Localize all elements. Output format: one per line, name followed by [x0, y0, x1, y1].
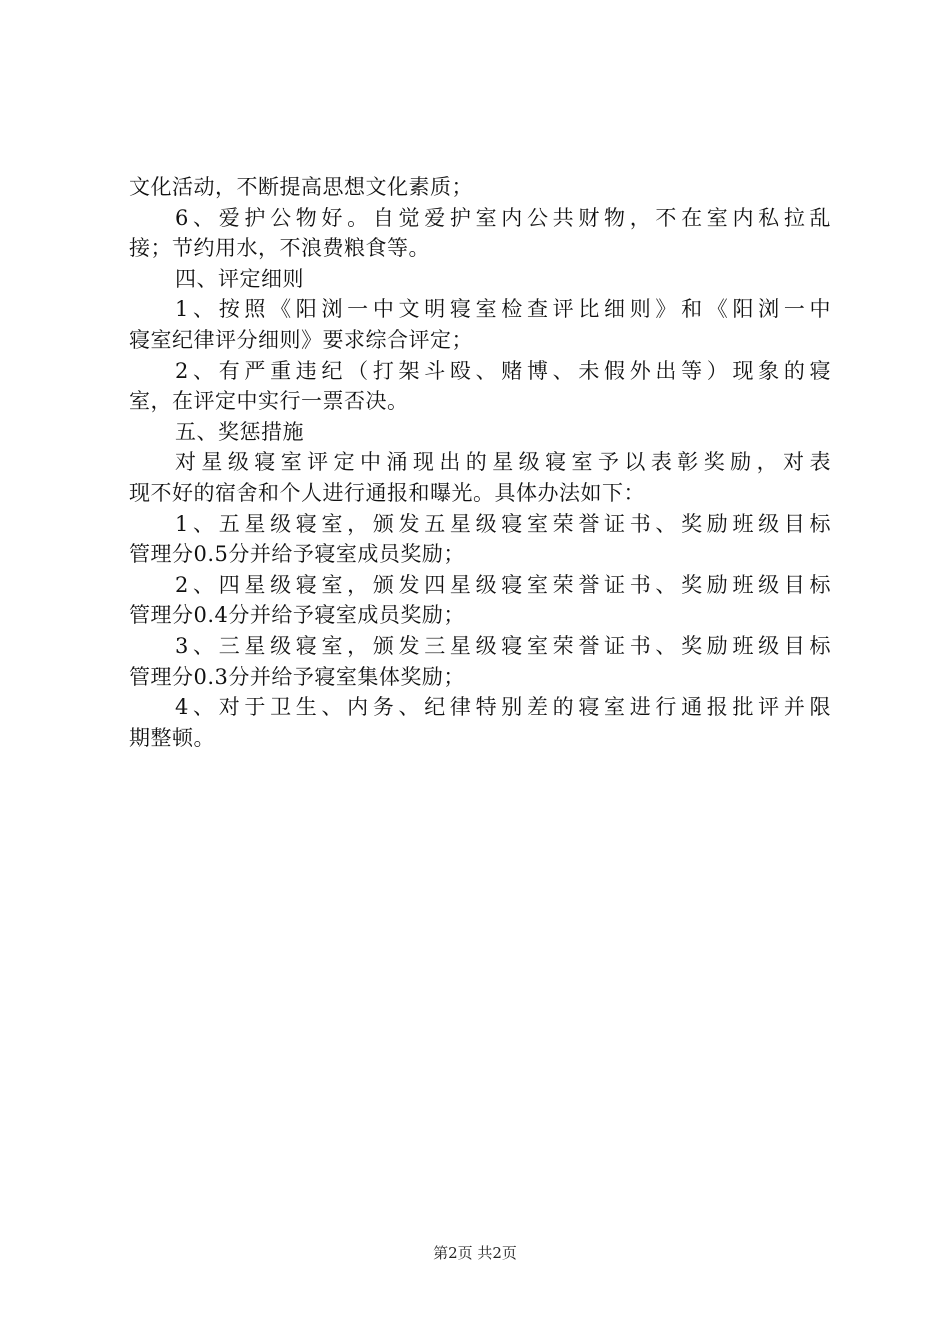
text-line: 文化活动，不断提高思想文化素质； — [129, 175, 473, 199]
text-line: 接；节约用水，不浪费粮食等。 — [129, 236, 430, 261]
text-line: 2、四星级寝室，颁发四星级寝室荣誉证书、奖励班级目标 — [175, 572, 831, 597]
text-line: 1、五星级寝室，颁发五星级寝室荣誉证书、奖励班级目标 — [175, 511, 831, 536]
text-line: 寝室纪律评分细则》要求综合评定； — [129, 327, 473, 352]
text-line: 6、爱护公物好。自觉爱护室内公共财物，不在室内私拉乱 — [175, 205, 831, 230]
text-line: 1、按照《阳浏一中文明寝室检查评比细则》和《阳浏一中 — [175, 297, 831, 322]
text-line: 管理分0.5分并给予寝室成员奖励； — [129, 542, 465, 567]
text-line: 3、三星级寝室，颁发三星级寝室荣誉证书、奖励班级目标 — [175, 633, 831, 658]
document-body — [129, 172, 831, 753]
page-number-footer: 第2页 共2页 — [433, 1244, 517, 1262]
text-line: 管理分0.3分并给予寝室集体奖励； — [129, 664, 465, 689]
text-line: 2、有严重违纪（打架斗殴、赌博、未假外出等）现象的寝 — [175, 358, 831, 383]
text-line: 室，在评定中实行一票否决。 — [129, 389, 409, 414]
section-heading: 四、评定细则 — [175, 266, 304, 291]
text-line: 4、对于卫生、内务、纪律特别差的寝室进行通报批评并限 — [175, 695, 831, 720]
text-line: 期整顿。 — [129, 725, 215, 750]
text-line: 管理分0.4分并给予寝室成员奖励； — [129, 603, 465, 628]
section-heading: 五、奖惩措施 — [175, 419, 304, 444]
text-line: 对星级寝室评定中涌现出的星级寝室予以表彰奖励，对表 — [175, 450, 831, 475]
text-line: 现不好的宿舍和个人进行通报和曝光。具体办法如下： — [129, 480, 645, 505]
